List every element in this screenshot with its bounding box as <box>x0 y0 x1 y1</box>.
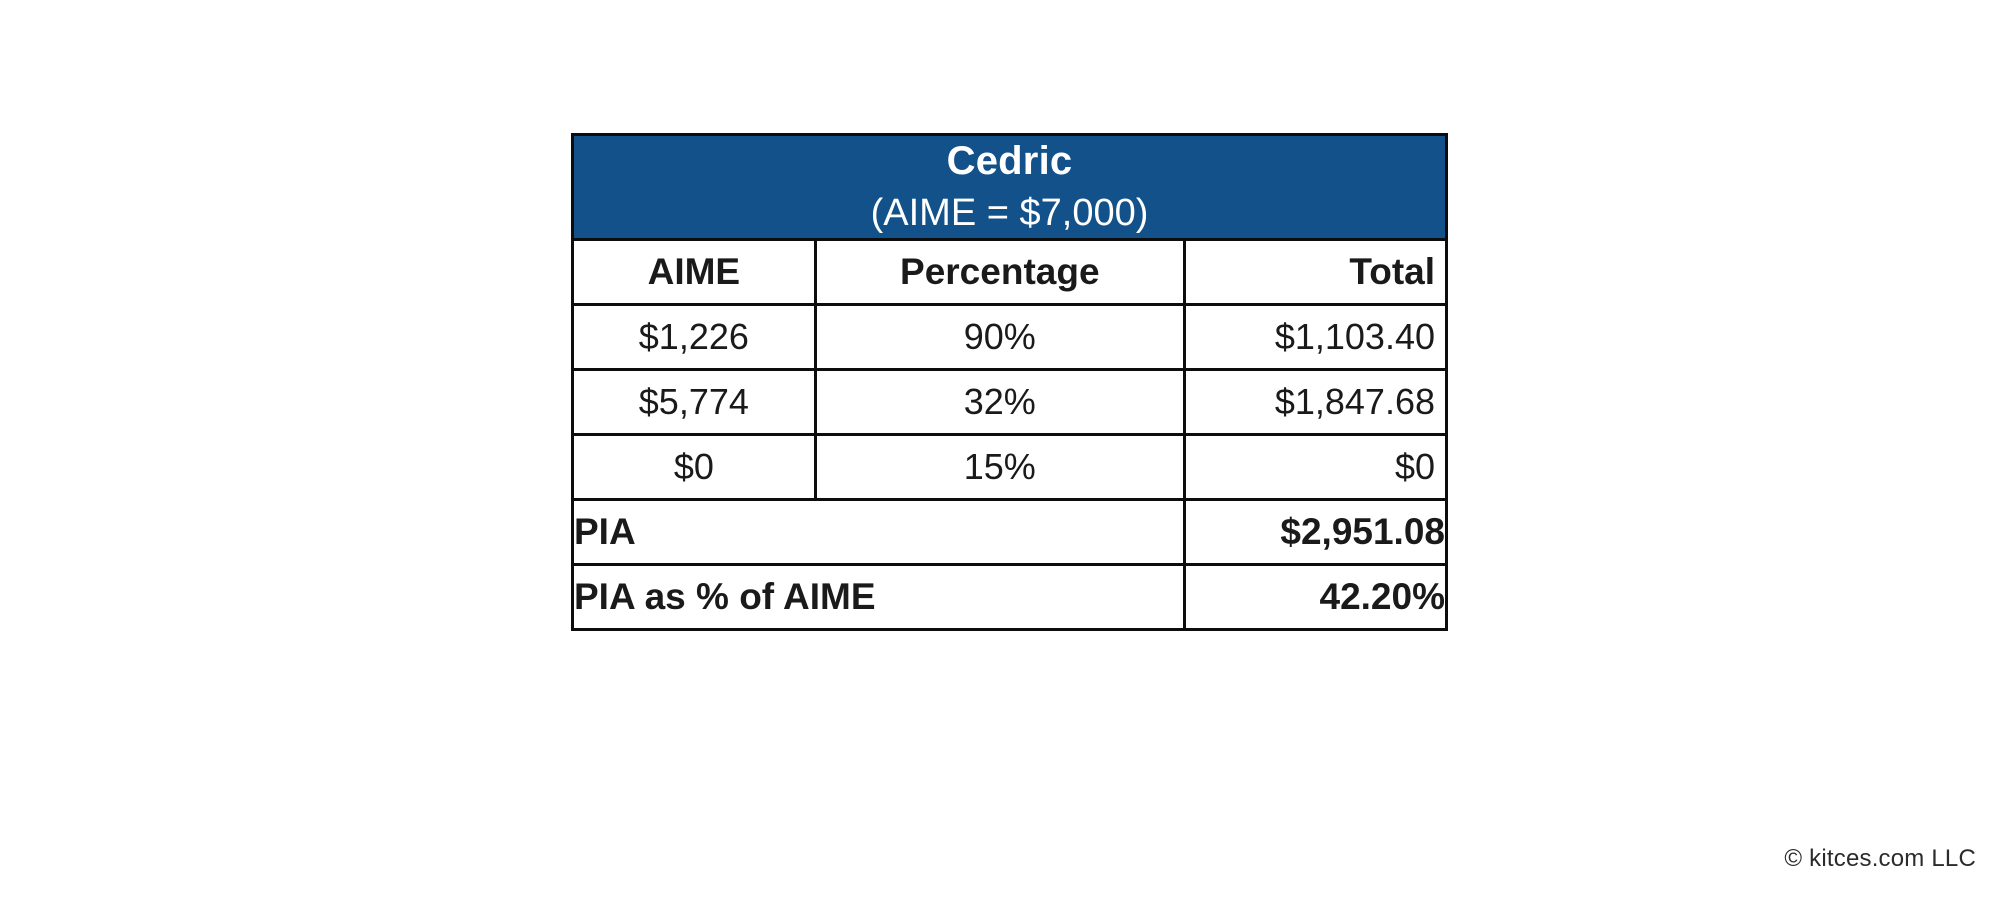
summary-label-pia-percent: PIA as % of AIME <box>573 564 1185 629</box>
cell-percentage: 15% <box>815 434 1184 499</box>
summary-row-pia <box>573 499 1447 564</box>
table-banner-row <box>573 135 1447 240</box>
cell-total: $1,847.68 <box>1184 369 1446 434</box>
pia-breakdown-table <box>571 133 1448 631</box>
summary-value-pia: $2,951.08 <box>1184 499 1446 564</box>
summary-row-pia-percent <box>573 564 1447 629</box>
cell-percentage: 90% <box>815 304 1184 369</box>
cell-total: $1,103.40 <box>1184 304 1446 369</box>
cell-total: $0 <box>1184 434 1446 499</box>
cell-aime: $5,774 <box>573 369 816 434</box>
cell-aime: $1,226 <box>573 304 816 369</box>
cell-percentage: 32% <box>815 369 1184 434</box>
column-header-aime: AIME <box>573 239 816 304</box>
column-header-percentage: Percentage <box>815 239 1184 304</box>
column-header-total: Total <box>1184 239 1446 304</box>
banner-cell <box>573 135 1447 240</box>
person-name: Cedric <box>946 139 1073 183</box>
table-row <box>573 304 1447 369</box>
summary-label-pia: PIA <box>573 499 1185 564</box>
summary-value-pia-percent: 42.20% <box>1184 564 1446 629</box>
table-header-row <box>573 239 1447 304</box>
table-row <box>573 369 1447 434</box>
table-row <box>573 434 1447 499</box>
banner-aime-value: (AIME = $7,000) <box>870 192 1149 234</box>
copyright-credit: © kitces.com LLC <box>1784 845 1976 872</box>
cell-aime: $0 <box>573 434 816 499</box>
pia-table-container <box>571 133 1448 631</box>
